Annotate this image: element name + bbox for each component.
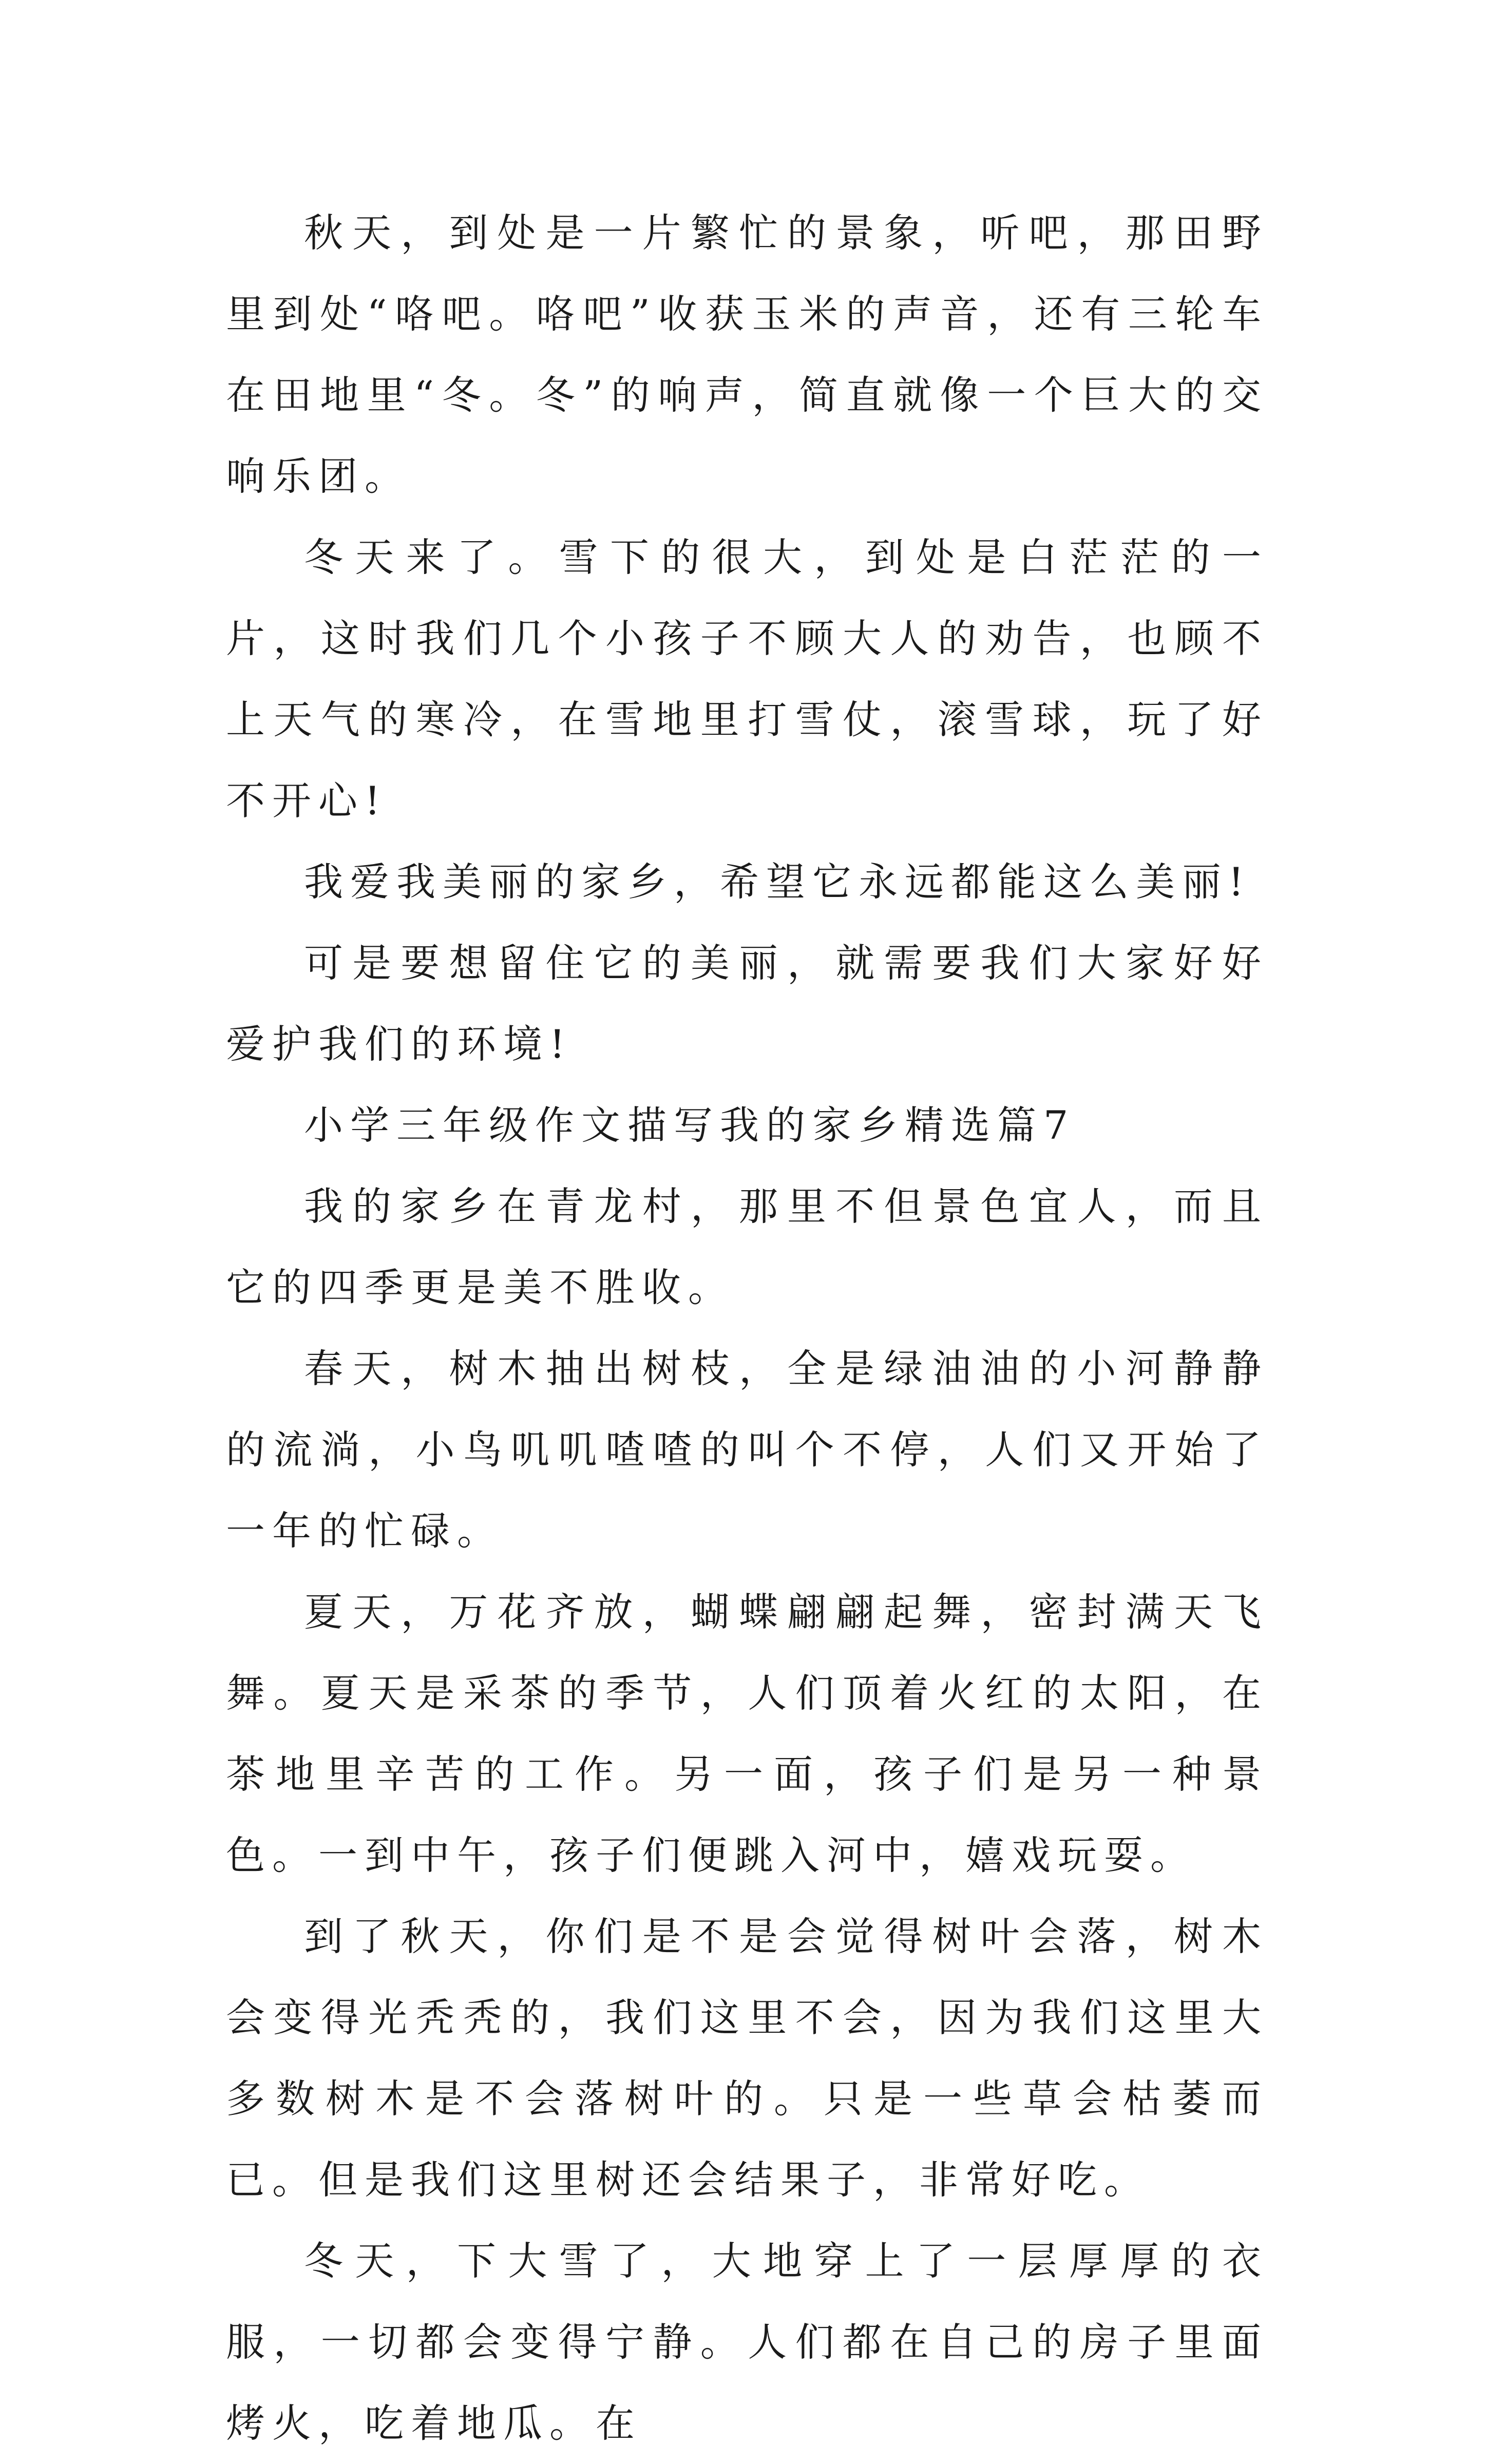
document-body	[226, 193, 1268, 2464]
paragraph-autumn: 秋天，到处是一片繁忙的景象，听吧，那田野里到处“咯吧。咯吧”收获玉米的声音，还有三轮车在田地里“冬。冬”的响声，简直就像一个巨大的交响乐团。	[226, 210, 1268, 499]
paragraph-autumn-2: 到了秋天，你们是不是会觉得树叶会落，树木会变得光秃秃的，我们这里不会，因为我们这里大多数树木是不会落树叶的。只是一些草会枯萎而已。但是我们这里树还会结果子，非常好吃。	[226, 1914, 1268, 2203]
paragraph-protect-environment: 可是要想留住它的美丽，就需要我们大家好好爱护我们的环境!	[226, 940, 1268, 1067]
paragraph-summer: 夏天，万花齐放，蝴蝶翩翩起舞，密封满天飞舞。夏天是采茶的季节，人们顶着火红的太阳，在茶地里辛苦的工作。另一面，孩子们是另一种景色。一到中午，孩子们便跳入河中，嬉戏玩耍。	[226, 1589, 1268, 1878]
paragraph-love-hometown: 我爱我美丽的家乡，希望它永远都能这么美丽!	[304, 859, 1251, 905]
paragraph-spring: 春天，树木抽出树枝，全是绿油油的小河静静的流淌，小鸟叽叽喳喳的叫个不停，人们又开始了一年的忙碌。	[226, 1346, 1268, 1554]
section-heading: 小学三年级作文描写我的家乡精选篇7	[304, 1102, 1076, 1148]
paragraph-winter: 冬天来了。雪下的很大，到处是白茫茫的一片，这时我们几个小孩子不顾大人的劝告，也顾不上天气的寒冷，在雪地里打雪仗，滚雪球，玩了好不开心!	[226, 534, 1268, 824]
paragraph-intro-qinglong: 我的家乡在青龙村，那里不但景色宜人，而且它的四季更是美不胜收。	[226, 1183, 1268, 1310]
paragraph-winter-2: 冬天，下大雪了，大地穿上了一层厚厚的衣服，一切都会变得宁静。人们都在自己的房子里面烤火，吃着地瓜。在	[226, 2238, 1268, 2446]
